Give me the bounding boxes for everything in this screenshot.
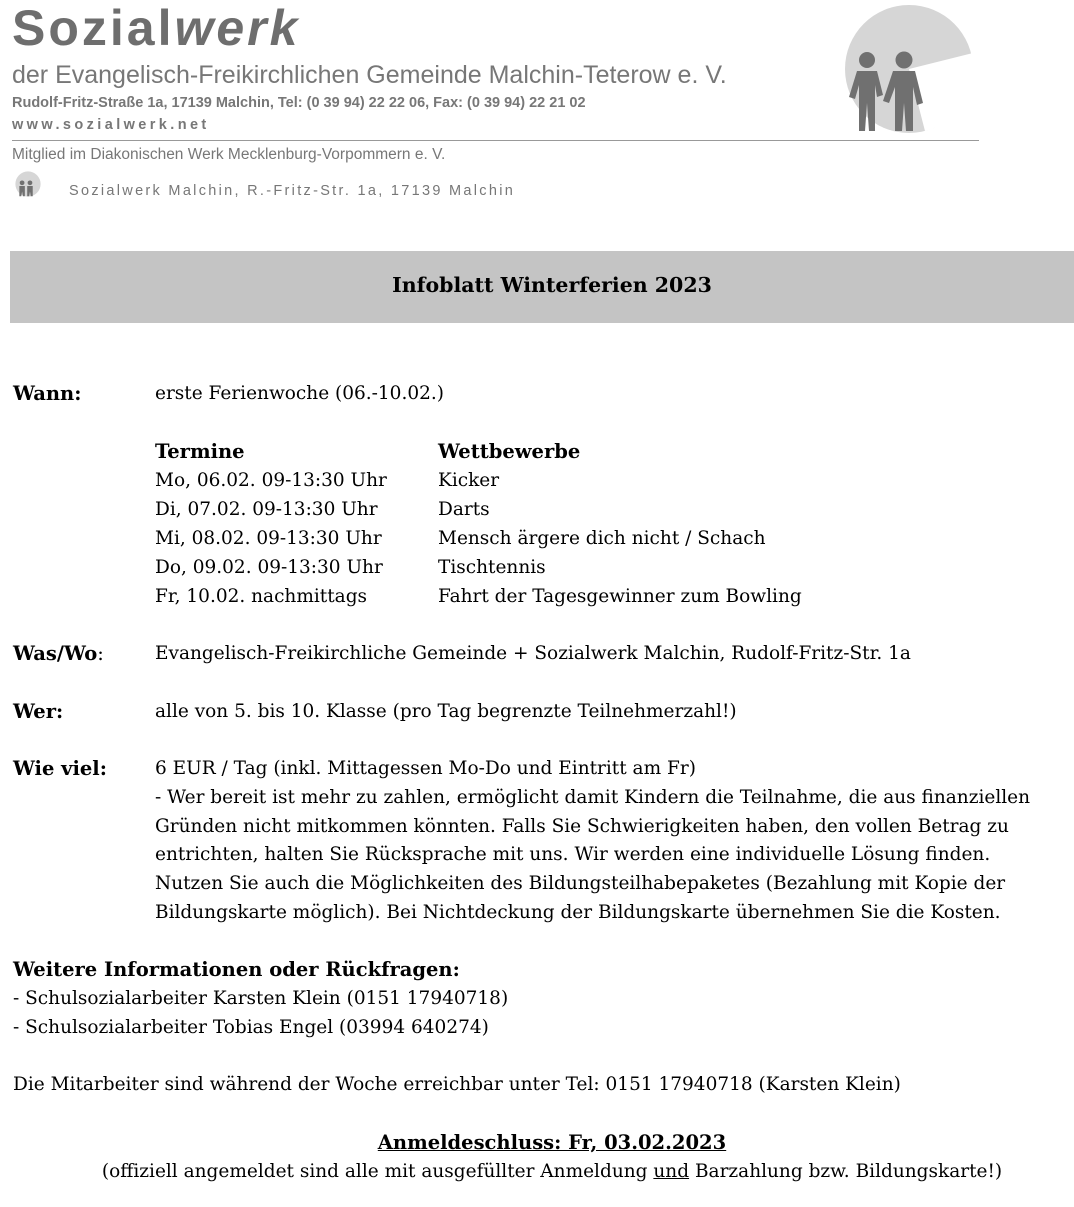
termin-cell: Fr, 10.02. nachmittags: [155, 586, 368, 607]
page-title: Infoblatt Winterferien 2023: [392, 273, 712, 297]
organization-website: www.sozialwerk.net: [12, 117, 210, 133]
waswo-label: [13, 639, 104, 668]
wettbewerb-cell: Fahrt der Tagesgewinner zum Bowling: [438, 586, 802, 607]
organization-name: [12, 0, 300, 56]
termin-cell: Mi, 08.02. 09-13:30 Uhr: [155, 528, 382, 549]
wieviel-label: Wie viel:: [13, 757, 107, 780]
wettbewerb-cell: Mensch ärgere dich nicht / Schach: [438, 528, 766, 549]
two-people-logo-icon: [843, 3, 975, 135]
deadline-note: [0, 1157, 1074, 1186]
waswo-value: Evangelisch-Freikirchliche Gemeinde + Sozialwerk Malchin, Rudolf-Fritz-Str. 1a: [155, 643, 911, 664]
organization-name-prefix: Sozial: [12, 0, 175, 56]
wettbewerb-cell: Kicker: [438, 470, 500, 491]
wieviel-line: - Wer bereit ist mehr zu zahlen, ermöglicht damit Kindern die Teilnahme, die aus finanziellen: [155, 787, 1031, 808]
sender-address-line: Sozialwerk Malchin, R.-Fritz-Str. 1a, 17139 Malchin: [69, 183, 516, 199]
wer-label: Wer:: [13, 700, 64, 723]
organization-subtitle: der Evangelisch-Freikirchlichen Gemeinde Malchin-Teterow e. V.: [12, 61, 727, 89]
wann-label: Wann:: [13, 382, 82, 405]
small-logo-icon: [15, 171, 41, 197]
wieviel-line: 6 EUR / Tag (inkl. Mittagessen Mo-Do und Eintritt am Fr): [155, 758, 696, 779]
wettbewerb-cell: Tischtennis: [438, 557, 546, 578]
letterhead-divider: [12, 140, 979, 141]
contact-line: - Schulsozialarbeiter Tobias Engel (03994 640274): [13, 1017, 489, 1038]
membership-line: Mitglied im Diakonischen Werk Mecklenburg-Vorpommern e. V.: [12, 146, 446, 163]
termin-cell: Mo, 06.02. 09-13:30 Uhr: [155, 470, 387, 491]
termine-header: Termine: [155, 440, 245, 463]
wer-value: alle von 5. bis 10. Klasse (pro Tag begrenzte Teilnehmerzahl!): [155, 701, 737, 722]
wieviel-line: entrichten, halten Sie Rücksprache mit uns. Wir werden eine individuelle Lösung finden.: [155, 844, 991, 865]
deadline-note-post: Barzahlung bzw. Bildungskarte!): [689, 1161, 1003, 1182]
wieviel-line: Gründen nicht mitkommen könnten. Falls Sie Schwierigkeiten haben, den vollen Betrag zu: [155, 816, 1009, 837]
wieviel-line: Bildungskarte möglich). Bei Nichtdeckung der Bildungskarte übernehmen Sie die Kosten.: [155, 902, 1001, 923]
wann-value: erste Ferienwoche (06.-10.02.): [155, 383, 444, 404]
contact-line: - Schulsozialarbeiter Karsten Klein (0151 17940718): [13, 988, 509, 1009]
wieviel-line: Nutzen Sie auch die Möglichkeiten des Bildungsteilhabepaketes (Bezahlung mit Kopie der: [155, 873, 1006, 894]
wettbewerb-cell: Darts: [438, 499, 490, 520]
waswo-label-text: Was/Wo: [13, 642, 98, 665]
waswo-label-colon: :: [97, 642, 104, 665]
reachable-line: Die Mitarbeiter sind während der Woche erreichbar unter Tel: 0151 17940718 (Karsten Klein): [13, 1074, 901, 1095]
termin-cell: Di, 07.02. 09-13:30 Uhr: [155, 499, 378, 520]
deadline-heading: Anmeldeschluss: Fr, 03.02.2023: [377, 1131, 727, 1154]
info-heading: Weitere Informationen oder Rückfragen:: [13, 958, 460, 981]
organization-address: Rudolf-Fritz-Straße 1a, 17139 Malchin, Tel: (0 39 94) 22 22 06, Fax: (0 39 94) 22 21 02: [12, 95, 586, 111]
organization-name-suffix: werk: [174, 0, 301, 56]
wettbewerbe-header: Wettbewerbe: [438, 440, 581, 463]
deadline-note-pre: (offiziell angemeldet sind alle mit ausgefüllter Anmeldung: [101, 1161, 654, 1182]
termin-cell: Do, 09.02. 09-13:30 Uhr: [155, 557, 383, 578]
deadline-note-underlined: und: [653, 1161, 690, 1182]
